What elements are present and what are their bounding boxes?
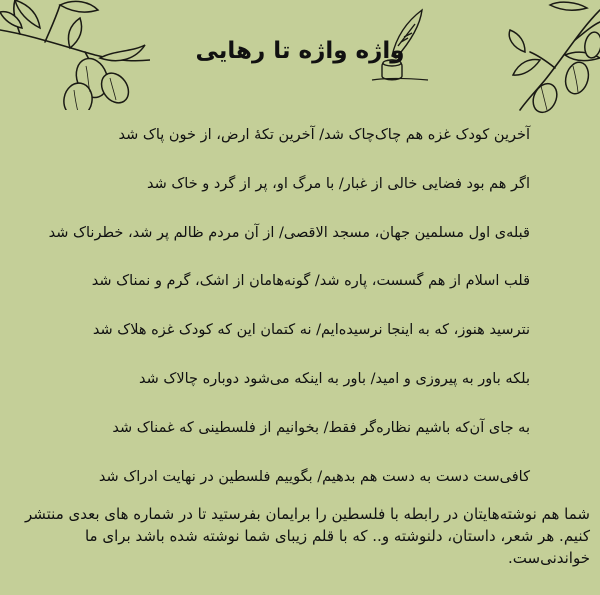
page-title: واژه واژه تا رهایی bbox=[195, 38, 405, 64]
poem-line: قلب اسلام از هم گسست، پاره شد/ گونه‌هامان از اشک، گرم و نمناک شد bbox=[91, 273, 530, 290]
submission-note: شما هم نوشته‌هایتان در رابطه با فلسطین را برایمان بفرستید تا در شماره های بعدی منتشر کنیم. هر شعر، داستان، دلنوشته و.. که با قلم زیبای شما نوشته شده باشد برای ما خواندنی‌ست. bbox=[25, 505, 590, 567]
poem-line: بلکه باور به پیروزی و امید/ باور به اینکه می‌شود دوباره چالاک شد bbox=[139, 370, 530, 387]
poem-line: آخرین کودک غزه هم چاک‌چاک شد/ آخرین تکهٔ ارض، از خون پاک شد bbox=[118, 127, 530, 143]
poem-line: قبله‌ی اول مسلمین جهان، مسجد الاقصی/ از آن مردم ظالم پر شد، خطرناک شد bbox=[48, 224, 530, 241]
poem-line: نترسید هنوز، که به اینجا نرسیده‌ایم/ نه کتمان این که کودک غزه هلاک شد bbox=[92, 322, 530, 339]
poem bbox=[48, 120, 530, 510]
poem-line: به جای آن‌که باشیم نظاره‌گر فقط/ بخوانیم از فلسطینی که غمناک شد bbox=[112, 419, 530, 436]
poem-line: اگر هم بود فضایی خالی از غبار/ با مرگ او، پر از گرد و خاک شد bbox=[146, 175, 530, 192]
poem-line: کافی‌ست دست به دست هم بدهیم/ بگوییم فلسطین در نهایت ادراک شد bbox=[98, 468, 530, 485]
